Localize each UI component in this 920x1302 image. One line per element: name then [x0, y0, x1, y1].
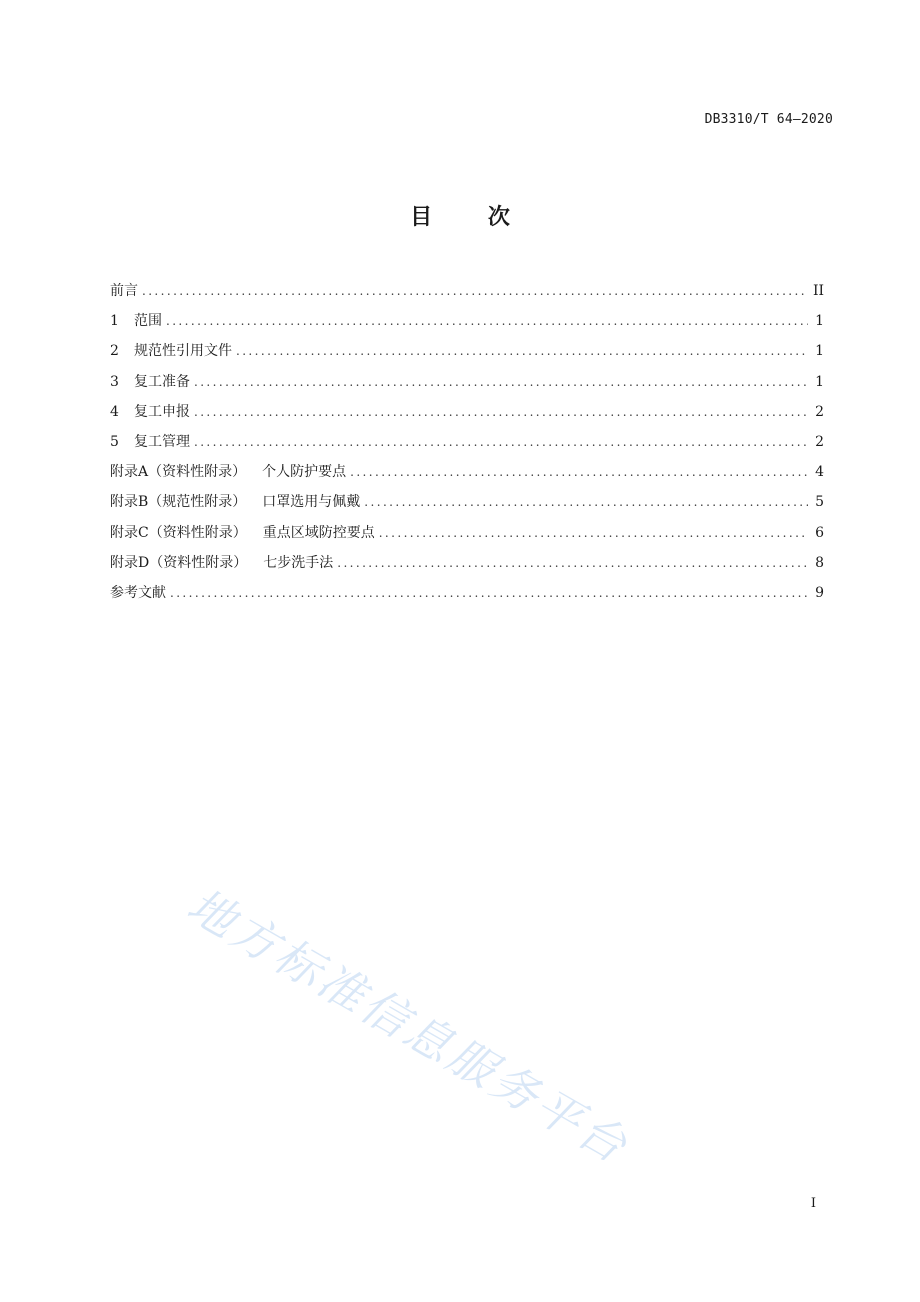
toc-item-text: 范围: [134, 313, 162, 330]
toc-item-page: 2: [815, 403, 824, 420]
toc-item-label: [110, 548, 333, 578]
toc-annex-c[interactable]: [110, 518, 824, 548]
toc-item-label: [110, 427, 190, 457]
toc-item-label: [110, 518, 375, 548]
toc-item-label: [110, 336, 232, 366]
toc-leader-dots: [194, 367, 808, 397]
toc-item-application[interactable]: [110, 397, 824, 427]
toc-title: 目 次: [410, 205, 534, 230]
toc-item-page: 2: [815, 433, 824, 450]
toc-item-label: 参考文献: [110, 584, 166, 601]
toc-item-label: [110, 306, 162, 336]
toc-item-label: 前言: [110, 283, 138, 299]
toc-leader-dots: [364, 487, 808, 517]
toc-item-page: 9: [815, 584, 824, 601]
toc-item-text: 复工准备: [134, 373, 190, 390]
toc-item-text: 规范性引用文件: [134, 343, 232, 360]
toc-item-page: 1: [815, 343, 824, 360]
toc-annex-a[interactable]: [110, 457, 824, 487]
toc-leader-dots: [142, 276, 807, 306]
toc-item-number: 4: [110, 403, 119, 420]
toc-annex-title: 重点区域防控要点: [262, 524, 375, 541]
toc-leader-dots: [350, 457, 808, 487]
toc-annex-b[interactable]: [110, 487, 824, 517]
toc-annex-id: 附录A（资料性附录）: [110, 464, 247, 481]
toc-annex-title: 口罩选用与佩戴: [262, 494, 361, 511]
toc-item-label: [110, 487, 360, 517]
toc-item-text: 复工申报: [134, 403, 190, 420]
table-of-contents: [110, 276, 824, 608]
toc-item-management[interactable]: [110, 427, 824, 457]
toc-leader-dots: [194, 427, 808, 457]
watermark: 地方标准信息服务平台: [178, 877, 639, 1175]
toc-item-label: [110, 457, 346, 487]
page-number: I: [810, 1196, 816, 1211]
toc-item-page: 6: [815, 524, 824, 541]
toc-leader-dots: [194, 397, 808, 427]
toc-annex-d[interactable]: [110, 548, 824, 578]
toc-annex-id: 附录B（规范性附录）: [110, 494, 247, 511]
toc-annex-title: 个人防护要点: [262, 464, 347, 481]
toc-leader-dots: [379, 518, 808, 548]
toc-item-preparation[interactable]: [110, 367, 824, 397]
toc-item-number: 3: [110, 373, 119, 390]
toc-item-page: 1: [815, 373, 824, 390]
toc-leader-dots: [236, 336, 808, 366]
toc-item-text: 复工管理: [134, 433, 190, 450]
toc-item-references[interactable]: [110, 578, 824, 608]
toc-item-page: 5: [815, 494, 824, 511]
toc-item-page: 8: [815, 554, 824, 571]
toc-annex-id: 附录D（资料性附录）: [110, 554, 248, 571]
toc-item-foreword[interactable]: [110, 276, 824, 306]
toc-annex-id: 附录C（资料性附录）: [110, 524, 247, 541]
toc-item-page: 1: [815, 313, 824, 330]
toc-item-scope[interactable]: [110, 306, 824, 336]
document-code: DB3310/T 64—2020: [704, 112, 833, 127]
toc-item-page: 4: [815, 464, 824, 481]
toc-annex-title: 七步洗手法: [263, 554, 334, 571]
toc-item-number: 1: [110, 313, 119, 330]
toc-item-normative-references[interactable]: [110, 336, 824, 366]
toc-leader-dots: [170, 578, 808, 608]
toc-leader-dots: [337, 548, 808, 578]
toc-item-page: II: [812, 283, 824, 299]
toc-leader-dots: [166, 306, 808, 336]
toc-item-number: 2: [110, 343, 119, 360]
toc-item-label: [110, 397, 190, 427]
toc-item-number: 5: [110, 433, 119, 450]
toc-item-label: [110, 367, 190, 397]
